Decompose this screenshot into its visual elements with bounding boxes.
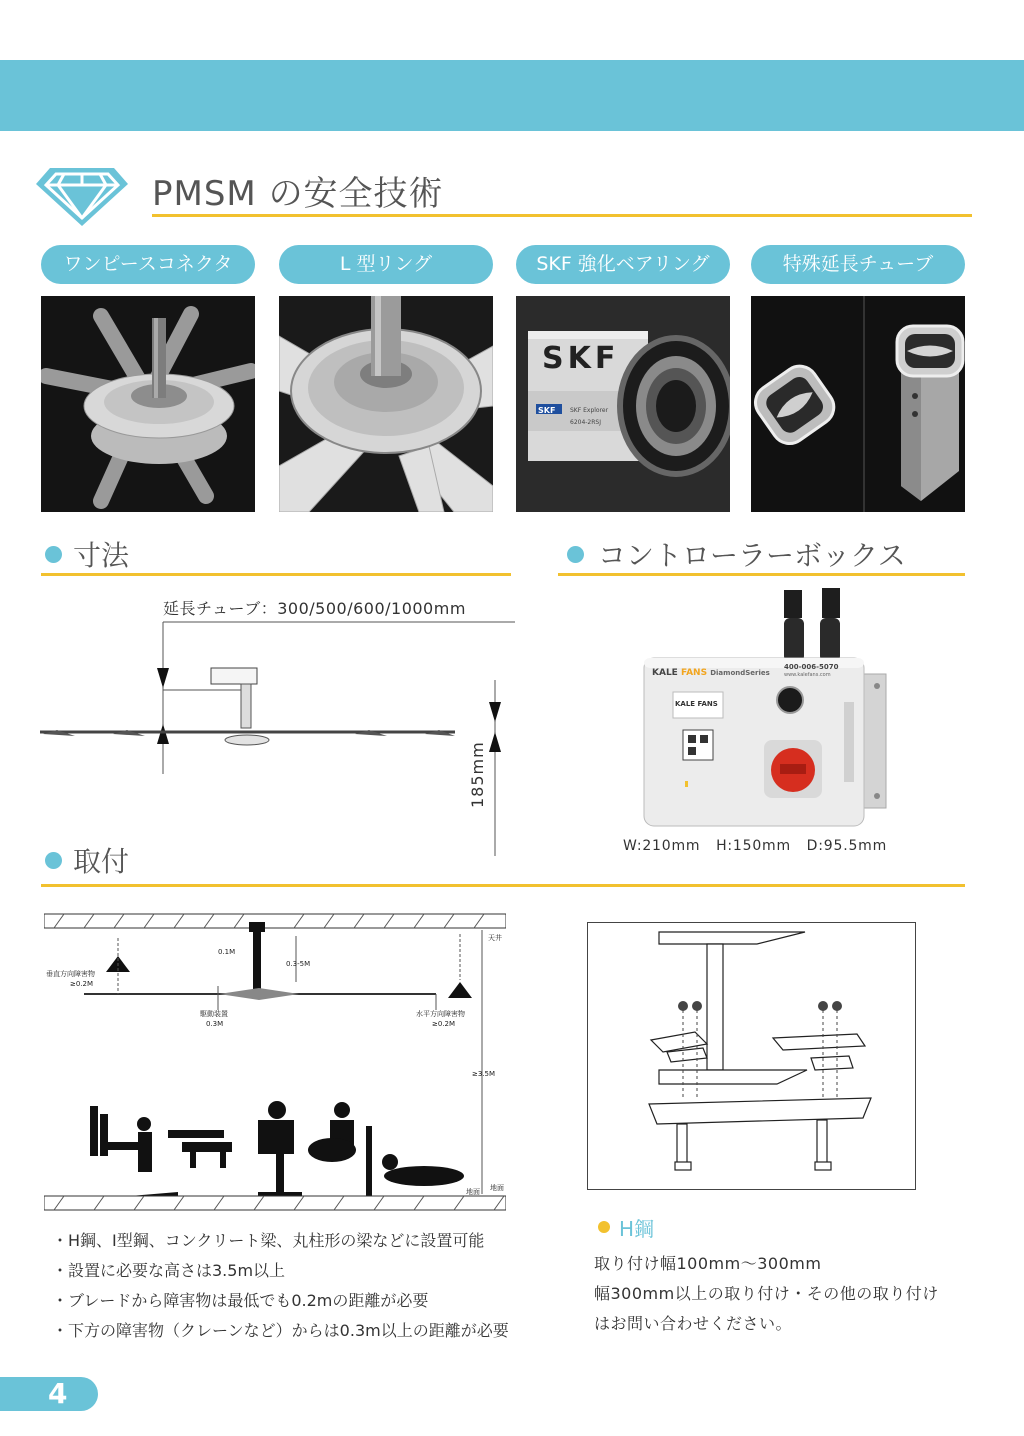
- h-beam-mount-image: [587, 922, 916, 1190]
- controller-brand: [652, 668, 770, 678]
- floor-alt-label: 地面: [490, 1184, 504, 1192]
- controller-title: コントローラーボックス: [598, 539, 906, 572]
- skf-bearing-photo: [516, 296, 730, 512]
- controller-dimensions: W:210mm H:150mm D:95.5mm: [623, 838, 888, 854]
- install-note-3: ・ブレードから障害物は最低でも0.2mの距離が必要: [52, 1291, 429, 1310]
- diamond-icon: [36, 158, 128, 228]
- installation-title: 取付: [73, 845, 130, 878]
- drive-label: 駆動装置: [200, 1010, 228, 1018]
- fan-dimension-drawing: [35, 616, 515, 856]
- vertical-obstacle-label: 垂直方向障害物: [46, 970, 95, 978]
- page-title: PMSM の安全技術: [152, 174, 444, 214]
- installation-diagram: [44, 910, 506, 1216]
- horizontal-min-label: ≥0.2M: [432, 1020, 456, 1028]
- h-beam-line-2: 幅300mm以上の取り付け・その他の取り付け: [594, 1284, 939, 1303]
- header-band: [0, 60, 1024, 131]
- controller-underline: [558, 573, 965, 576]
- controller-series: DiamondSeries: [710, 669, 770, 677]
- feature-pill-skf-bearing: SKF 強化ベアリング: [516, 245, 730, 284]
- title-underline: [152, 214, 972, 217]
- h-beam-bullet: [598, 1221, 610, 1233]
- feature-pill-connector: ワンピースコネクタ: [41, 245, 255, 284]
- page-header: [36, 158, 976, 220]
- horizontal-obstacle-label: 水平方向障害物: [416, 1010, 465, 1018]
- controller-bullet: [567, 546, 584, 563]
- dimensions-underline: [41, 573, 511, 576]
- controller-phone: 400-006-5070: [784, 663, 839, 671]
- min-height-label: ≥3.5M: [472, 1070, 496, 1078]
- controller-brand-prefix: KALE: [652, 668, 678, 678]
- l-ring-photo: [279, 296, 493, 512]
- install-note-4: ・下方の障害物（クレーンなど）からは0.3m以上の距離が必要: [52, 1321, 509, 1340]
- dimensions-bullet: [45, 546, 62, 563]
- floor-label: 地面: [466, 1188, 480, 1196]
- feature-pill-extension-tube: 特殊延長チューブ: [751, 245, 965, 284]
- page-number: 4: [0, 1377, 98, 1411]
- gap-0-1-label: 0.1M: [218, 948, 236, 956]
- controller-screen-label: KALE FANS: [675, 700, 718, 708]
- controller-brand-suffix: FANS: [680, 668, 708, 678]
- tube-length-label: 延長チューブ：300/500/600/1000mm: [163, 599, 466, 618]
- skf-box-small-brand: SKF: [538, 406, 556, 415]
- ceiling-label: 天井: [488, 934, 502, 942]
- drive-gap-label: 0.3M: [206, 1020, 224, 1028]
- h-beam-line-3: はお問い合わせください。: [594, 1314, 793, 1333]
- h-beam-title: H鋼: [619, 1217, 655, 1241]
- skf-box-brand: SKF: [542, 341, 620, 376]
- h-beam-line-1: 取り付け幅100mm～300mm: [594, 1254, 822, 1273]
- skf-box-model: 6204-2RSJ: [570, 419, 601, 426]
- controller-website: www.kalefans.com: [784, 672, 831, 678]
- height-label: 185mm: [468, 741, 487, 808]
- installation-underline: [41, 884, 965, 887]
- install-note-1: ・H鋼、I型鋼、コンクリート梁、丸柱形の梁などに設置可能: [52, 1231, 485, 1250]
- dimensions-title: 寸法: [73, 539, 130, 572]
- installation-bullet: [45, 852, 62, 869]
- extension-tube-photo: [751, 296, 965, 512]
- gap-range-label: 0.3-5M: [286, 960, 311, 968]
- vertical-min-label: ≥0.2M: [70, 980, 94, 988]
- connector-photo: [41, 296, 255, 512]
- install-note-2: ・設置に必要な高さは3.5m以上: [52, 1261, 286, 1280]
- skf-box-text: SKF Explorer: [570, 407, 609, 414]
- feature-pill-l-ring: L 型リング: [279, 245, 493, 284]
